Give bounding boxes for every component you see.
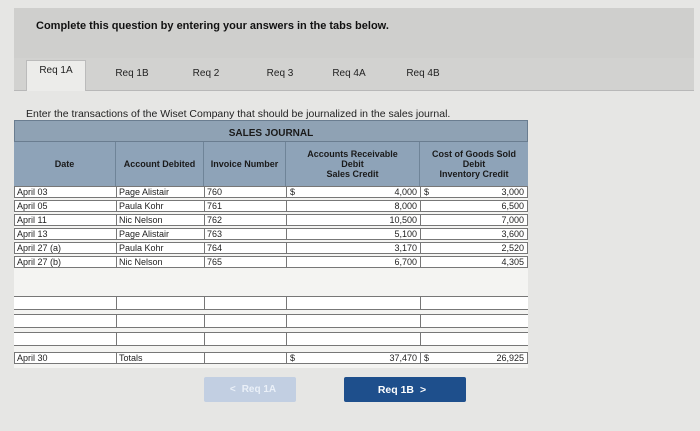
tab-req-1b[interactable]: Req 1B: [115, 68, 149, 79]
row-invoice-number[interactable]: 765: [204, 256, 286, 268]
instruction-text: Complete this question by entering your answers in the tabs below.: [36, 20, 389, 32]
header-cogs-line1: Cost of Goods Sold: [432, 149, 516, 159]
tab-req-3[interactable]: Req 3: [266, 68, 294, 79]
row-date[interactable]: April 05: [14, 200, 116, 212]
row-cogs[interactable]: 3,600: [420, 228, 528, 240]
journal-title-bar: [14, 120, 528, 142]
header-cogs-line3: Inventory Credit: [439, 169, 509, 179]
row-cogs[interactable]: 3,000: [420, 186, 528, 198]
row-invoice-number[interactable]: 760: [204, 186, 286, 198]
journal-title: SALES JOURNAL: [228, 128, 314, 139]
next-tab-button[interactable]: [344, 377, 466, 402]
table-row: [14, 200, 528, 212]
sales-journal: [14, 120, 528, 368]
row-account-debited[interactable]: Paula Kohr: [116, 242, 204, 254]
row-account-debited[interactable]: Paula Kohr: [116, 200, 204, 212]
tab-req-2[interactable]: Req 2: [192, 68, 220, 79]
header-cogs-line2: Debit: [462, 159, 486, 169]
row-cogs[interactable]: 2,520: [420, 242, 528, 254]
header-invoice-number: Invoice Number: [204, 142, 286, 186]
row-invoice-number[interactable]: 761: [204, 200, 286, 212]
totals-ar[interactable]: 37,470: [286, 352, 420, 364]
row-invoice-number[interactable]: 763: [204, 228, 286, 240]
next-tab-label: Req 1B: [377, 383, 415, 396]
header-date: Date: [14, 142, 116, 186]
totals-ar-dollar: $: [290, 353, 296, 363]
prev-tab-label: Req 1A: [241, 384, 277, 395]
row-account-debited[interactable]: Page Alistair: [116, 186, 204, 198]
row-invoice-number[interactable]: 762: [204, 214, 286, 226]
table-row: [14, 228, 528, 240]
row-accounts-receivable[interactable]: 3,170: [286, 242, 420, 254]
blank-row[interactable]: [14, 332, 528, 346]
prev-tab-button[interactable]: [204, 377, 296, 402]
tab-req-4b[interactable]: Req 4B: [406, 68, 440, 79]
prompt-text: Enter the transactions of the Wiset Company that should be journalized in the sales journal.: [26, 108, 451, 120]
table-row: [14, 186, 528, 198]
totals-cogs[interactable]: 26,925: [420, 352, 528, 364]
header-ar-line1: Accounts Receivable: [307, 149, 398, 159]
row-invoice-number[interactable]: 764: [204, 242, 286, 254]
header-ar-line2: Debit: [341, 159, 364, 169]
table-row: [14, 242, 528, 254]
header-ar-line3: Sales Credit: [326, 169, 379, 179]
row-account-debited[interactable]: Page Alistair: [116, 228, 204, 240]
totals-label: Totals: [116, 352, 204, 364]
totals-row: [14, 352, 528, 364]
row-cogs[interactable]: 7,000: [420, 214, 528, 226]
row-cogs[interactable]: 6,500: [420, 200, 528, 212]
blank-row[interactable]: [14, 296, 528, 310]
table-row: [14, 256, 528, 268]
tab-req-4a[interactable]: Req 4A: [332, 68, 366, 79]
row-date[interactable]: April 27 (b): [14, 256, 116, 268]
chevron-right-icon: >: [420, 383, 427, 396]
row-date[interactable]: April 13: [14, 228, 116, 240]
tab-bar: [14, 58, 694, 91]
journal-header-row: [14, 142, 528, 186]
chevron-left-icon: <: [229, 384, 236, 395]
header-accounts-receivable: [286, 142, 420, 186]
instruction-bar: [14, 8, 694, 64]
totals-invoice-cell: [204, 352, 286, 364]
row-accounts-receivable[interactable]: 5,100: [286, 228, 420, 240]
row-accounts-receivable[interactable]: 6,700: [286, 256, 420, 268]
row-accounts-receivable[interactable]: 4,000: [286, 186, 420, 198]
row-date[interactable]: April 03: [14, 186, 116, 198]
row-account-debited[interactable]: Nic Nelson: [116, 214, 204, 226]
row-account-debited[interactable]: Nic Nelson: [116, 256, 204, 268]
row-date[interactable]: April 27 (a): [14, 242, 116, 254]
ar-dollar-sign: $: [290, 187, 296, 197]
totals-cogs-dollar: $: [424, 353, 430, 363]
header-account-debited: Account Debited: [116, 142, 204, 186]
tab-req-1a[interactable]: Req 1A: [26, 60, 86, 91]
blank-row[interactable]: [14, 314, 528, 328]
row-cogs[interactable]: 4,305: [420, 256, 528, 268]
row-date[interactable]: April 11: [14, 214, 116, 226]
header-cogs: [420, 142, 528, 186]
row-accounts-receivable[interactable]: 8,000: [286, 200, 420, 212]
table-row: [14, 214, 528, 226]
row-accounts-receivable[interactable]: 10,500: [286, 214, 420, 226]
totals-date: April 30: [14, 352, 116, 364]
cogs-dollar-sign: $: [424, 187, 430, 197]
